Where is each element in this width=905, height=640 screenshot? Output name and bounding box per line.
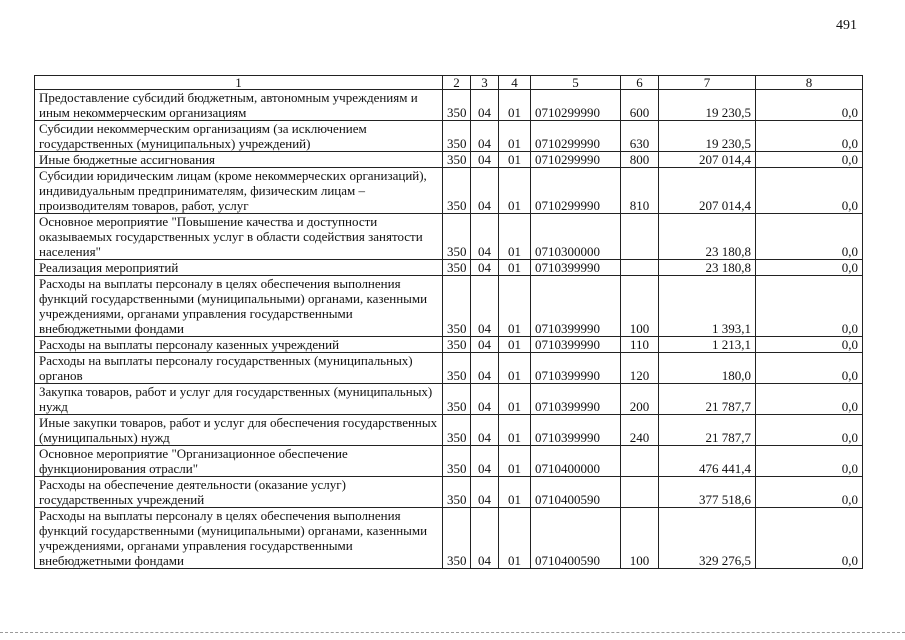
row-amount: 19 230,5 (659, 121, 756, 152)
row-target-article: 0710400000 (531, 446, 621, 477)
row-description: Расходы на выплаты персоналу в целях обеспечения выполнения функций государственными (муниципальными) органами, казенными учреждениями, органами управления государственными внебюджетными фондами (35, 276, 443, 337)
row-target-article: 0710399990 (531, 384, 621, 415)
row-target-article: 0710399990 (531, 353, 621, 384)
row-target-article: 0710399990 (531, 415, 621, 446)
row-ministry-code: 350 (443, 168, 471, 214)
row-ministry-code: 350 (443, 90, 471, 121)
row-change: 0,0 (756, 276, 863, 337)
row-change: 0,0 (756, 168, 863, 214)
row-expense-type: 100 (621, 508, 659, 569)
row-expense-type (621, 214, 659, 260)
column-header: 8 (756, 76, 863, 90)
row-subsection-code: 01 (499, 90, 531, 121)
row-section-code: 04 (471, 337, 499, 353)
row-description: Закупка товаров, работ и услуг для государственных (муниципальных) нужд (35, 384, 443, 415)
column-header: 3 (471, 76, 499, 90)
row-subsection-code: 01 (499, 415, 531, 446)
row-target-article: 0710299990 (531, 168, 621, 214)
row-ministry-code: 350 (443, 260, 471, 276)
row-expense-type: 200 (621, 384, 659, 415)
table-row (35, 152, 863, 168)
row-subsection-code: 01 (499, 152, 531, 168)
row-ministry-code: 350 (443, 384, 471, 415)
row-change: 0,0 (756, 121, 863, 152)
row-expense-type (621, 477, 659, 508)
row-description: Расходы на выплаты персоналу в целях обеспечения выполнения функций государственными (муниципальными) органами, казенными учреждениями, органами управления государственными внебюджетными фондами (35, 508, 443, 569)
row-expense-type: 100 (621, 276, 659, 337)
row-ministry-code: 350 (443, 353, 471, 384)
table-row (35, 477, 863, 508)
row-description: Расходы на выплаты персоналу государственных (муниципальных) органов (35, 353, 443, 384)
row-change: 0,0 (756, 508, 863, 569)
row-ministry-code: 350 (443, 276, 471, 337)
row-subsection-code: 01 (499, 446, 531, 477)
row-ministry-code: 350 (443, 415, 471, 446)
budget-table (34, 75, 863, 569)
row-amount: 1 213,1 (659, 337, 756, 353)
row-amount: 19 230,5 (659, 90, 756, 121)
row-expense-type (621, 446, 659, 477)
table-row (35, 446, 863, 477)
column-header: 6 (621, 76, 659, 90)
row-section-code: 04 (471, 508, 499, 569)
row-expense-type: 630 (621, 121, 659, 152)
row-ministry-code: 350 (443, 152, 471, 168)
row-description: Реализация мероприятий (35, 260, 443, 276)
row-change: 0,0 (756, 353, 863, 384)
row-change: 0,0 (756, 337, 863, 353)
page-number: 491 (836, 18, 857, 33)
table-row (35, 214, 863, 260)
row-amount: 476 441,4 (659, 446, 756, 477)
row-target-article: 0710299990 (531, 90, 621, 121)
row-section-code: 04 (471, 446, 499, 477)
row-expense-type (621, 260, 659, 276)
row-amount: 21 787,7 (659, 384, 756, 415)
row-section-code: 04 (471, 90, 499, 121)
row-ministry-code: 350 (443, 508, 471, 569)
table-body (35, 90, 863, 569)
row-description: Основное мероприятие "Организационное обеспечение функционирования отрасли" (35, 446, 443, 477)
row-ministry-code: 350 (443, 214, 471, 260)
row-expense-type: 600 (621, 90, 659, 121)
row-amount: 23 180,8 (659, 214, 756, 260)
table-header-row (35, 76, 863, 90)
row-amount: 1 393,1 (659, 276, 756, 337)
row-description: Расходы на обеспечение деятельности (оказание услуг) государственных учреждений (35, 477, 443, 508)
row-target-article: 0710399990 (531, 276, 621, 337)
column-header: 1 (35, 76, 443, 90)
row-ministry-code: 350 (443, 446, 471, 477)
row-section-code: 04 (471, 152, 499, 168)
row-change: 0,0 (756, 90, 863, 121)
row-amount: 377 518,6 (659, 477, 756, 508)
row-change: 0,0 (756, 477, 863, 508)
row-description: Предоставление субсидий бюджетным, автономным учреждениям и иным некоммерческим организациям (35, 90, 443, 121)
row-amount: 329 276,5 (659, 508, 756, 569)
row-target-article: 0710299990 (531, 152, 621, 168)
column-header: 5 (531, 76, 621, 90)
table-row (35, 508, 863, 569)
row-expense-type: 800 (621, 152, 659, 168)
row-subsection-code: 01 (499, 337, 531, 353)
row-target-article: 0710300000 (531, 214, 621, 260)
row-description: Субсидии юридическим лицам (кроме некоммерческих организаций), индивидуальным предпринимателям, физическим лицам – производителям товаров, работ, услуг (35, 168, 443, 214)
row-subsection-code: 01 (499, 477, 531, 508)
row-change: 0,0 (756, 152, 863, 168)
row-amount: 207 014,4 (659, 168, 756, 214)
table-row (35, 90, 863, 121)
row-ministry-code: 350 (443, 337, 471, 353)
row-subsection-code: 01 (499, 260, 531, 276)
row-section-code: 04 (471, 384, 499, 415)
table-row (35, 415, 863, 446)
table-row (35, 121, 863, 152)
row-amount: 207 014,4 (659, 152, 756, 168)
row-section-code: 04 (471, 121, 499, 152)
column-header: 2 (443, 76, 471, 90)
row-subsection-code: 01 (499, 276, 531, 337)
table-row (35, 353, 863, 384)
row-change: 0,0 (756, 214, 863, 260)
row-subsection-code: 01 (499, 508, 531, 569)
row-description: Иные бюджетные ассигнования (35, 152, 443, 168)
row-subsection-code: 01 (499, 121, 531, 152)
table-row (35, 276, 863, 337)
row-change: 0,0 (756, 260, 863, 276)
row-amount: 180,0 (659, 353, 756, 384)
row-section-code: 04 (471, 168, 499, 214)
row-subsection-code: 01 (499, 353, 531, 384)
row-change: 0,0 (756, 415, 863, 446)
table-row (35, 384, 863, 415)
row-section-code: 04 (471, 353, 499, 384)
row-subsection-code: 01 (499, 168, 531, 214)
row-expense-type: 240 (621, 415, 659, 446)
row-description: Основное мероприятие "Повышение качества и доступности оказываемых государственных услуг в области содействия занятости населения" (35, 214, 443, 260)
row-section-code: 04 (471, 214, 499, 260)
row-expense-type: 120 (621, 353, 659, 384)
row-description: Расходы на выплаты персоналу казенных учреждений (35, 337, 443, 353)
row-change: 0,0 (756, 384, 863, 415)
row-target-article: 0710400590 (531, 477, 621, 508)
row-amount: 23 180,8 (659, 260, 756, 276)
row-section-code: 04 (471, 477, 499, 508)
table-row (35, 337, 863, 353)
row-change: 0,0 (756, 446, 863, 477)
row-subsection-code: 01 (499, 214, 531, 260)
row-section-code: 04 (471, 260, 499, 276)
column-header: 4 (499, 76, 531, 90)
row-target-article: 0710399990 (531, 337, 621, 353)
column-header: 7 (659, 76, 756, 90)
row-section-code: 04 (471, 415, 499, 446)
table-row (35, 168, 863, 214)
row-expense-type: 110 (621, 337, 659, 353)
row-expense-type: 810 (621, 168, 659, 214)
table-row (35, 260, 863, 276)
row-target-article: 0710400590 (531, 508, 621, 569)
row-section-code: 04 (471, 276, 499, 337)
row-subsection-code: 01 (499, 384, 531, 415)
row-target-article: 0710399990 (531, 260, 621, 276)
scan-edge-line (0, 632, 905, 635)
row-target-article: 0710299990 (531, 121, 621, 152)
row-ministry-code: 350 (443, 121, 471, 152)
row-ministry-code: 350 (443, 477, 471, 508)
row-description: Субсидии некоммерческим организациям (за исключением государственных (муниципальных) учреждений) (35, 121, 443, 152)
row-description: Иные закупки товаров, работ и услуг для обеспечения государственных (муниципальных) нужд (35, 415, 443, 446)
row-amount: 21 787,7 (659, 415, 756, 446)
